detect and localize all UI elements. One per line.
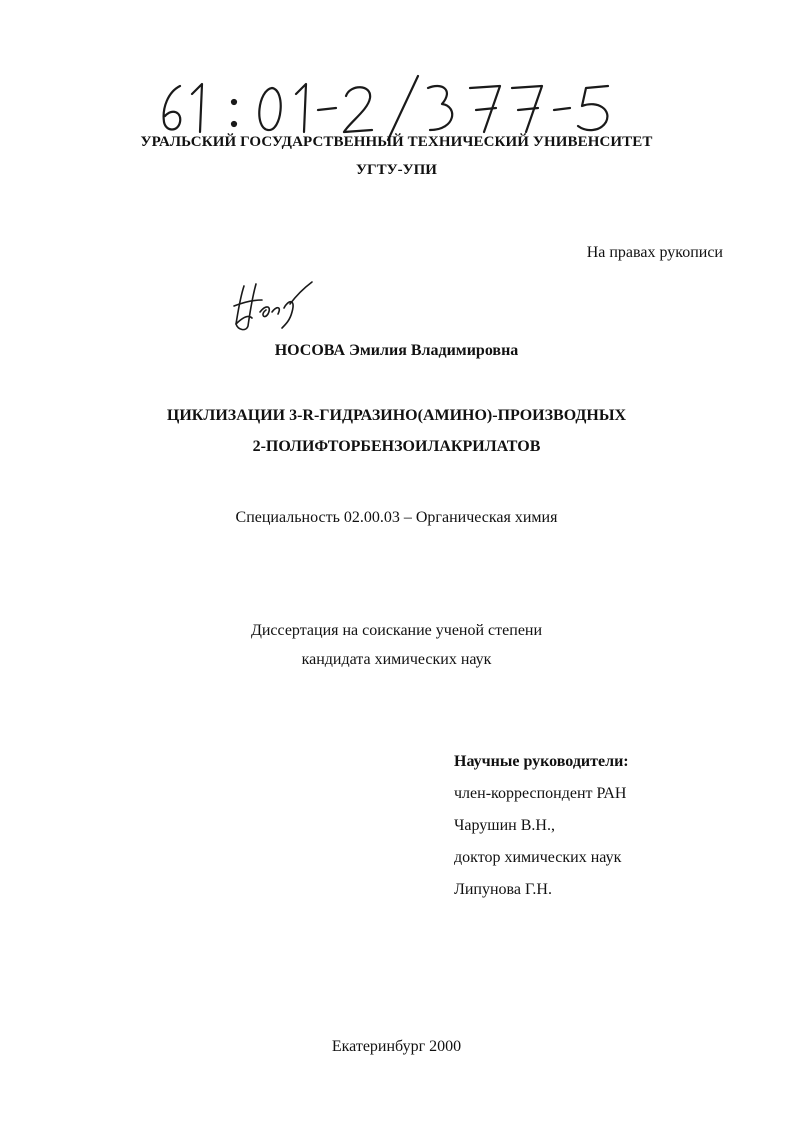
author-name: НОСОВА Эмилия Владимировна — [274, 342, 519, 359]
specialty: Специальность 02.00.03 – Органическая химия — [235, 509, 558, 526]
advisor-1-title: член-корреспондент РАН — [454, 785, 627, 802]
university-name: УРАЛЬСКИЙ ГОСУДАРСТВЕННЫЙ ТЕХНИЧЕСКИЙ УНИВЕНСИТЕТ — [140, 134, 653, 150]
advisor-1-name: Чарушин В.Н., — [454, 817, 555, 834]
handwritten-registry-number — [150, 72, 620, 142]
author-signature — [230, 278, 320, 334]
advisor-2-name: Липунова Г.Н. — [454, 881, 552, 898]
scientific-advisors — [454, 746, 629, 906]
dissertation-degree-line-1: Диссертация на соискание ученой степени — [250, 622, 543, 639]
advisor-2-title: доктор химических наук — [454, 849, 622, 866]
rights-note: На правах рукописи — [586, 244, 723, 261]
university-abbreviation: УГТУ-УПИ — [356, 162, 437, 178]
advisors-heading: Научные руководители: — [454, 753, 629, 770]
dissertation-degree-line-2: кандидата химических наук — [301, 651, 492, 668]
city-year: Екатеринбург 2000 — [331, 1038, 462, 1055]
dissertation-title-line-2: 2-ПОЛИФТОРБЕНЗОИЛАКРИЛАТОВ — [252, 438, 541, 455]
dissertation-title-line-1: ЦИКЛИЗАЦИИ 3-R-ГИДРАЗИНО(АМИНО)-ПРОИЗВОДНЫХ — [166, 407, 627, 424]
